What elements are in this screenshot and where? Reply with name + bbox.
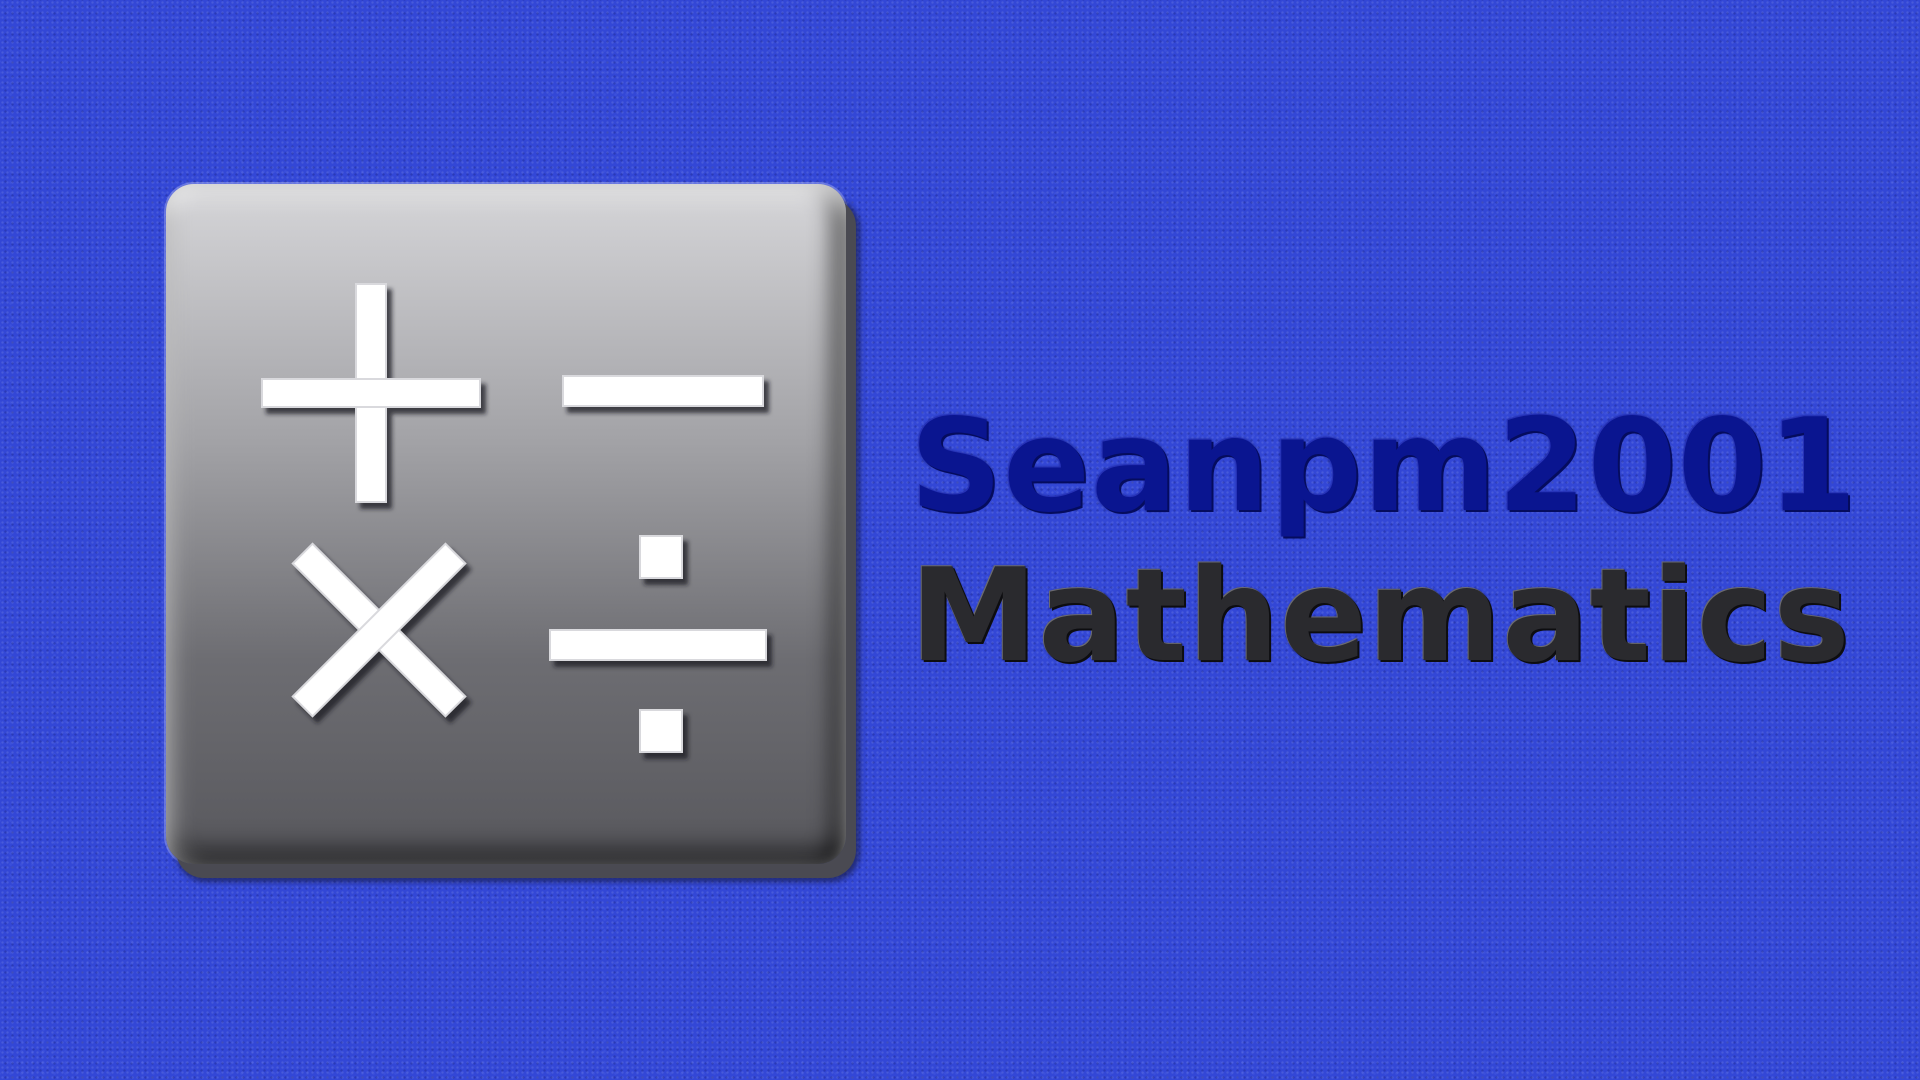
multiply-icon — [293, 544, 466, 717]
title-line-1: Seanpm2001 — [910, 392, 1858, 541]
plus-icon — [262, 284, 480, 502]
arithmetic-operators-icon — [166, 184, 846, 864]
divide-icon — [550, 536, 766, 752]
math-logo-tile — [166, 184, 846, 864]
minus-icon — [563, 376, 763, 406]
title-block — [910, 392, 1870, 692]
title-line-2: Mathematics — [910, 542, 1851, 691]
